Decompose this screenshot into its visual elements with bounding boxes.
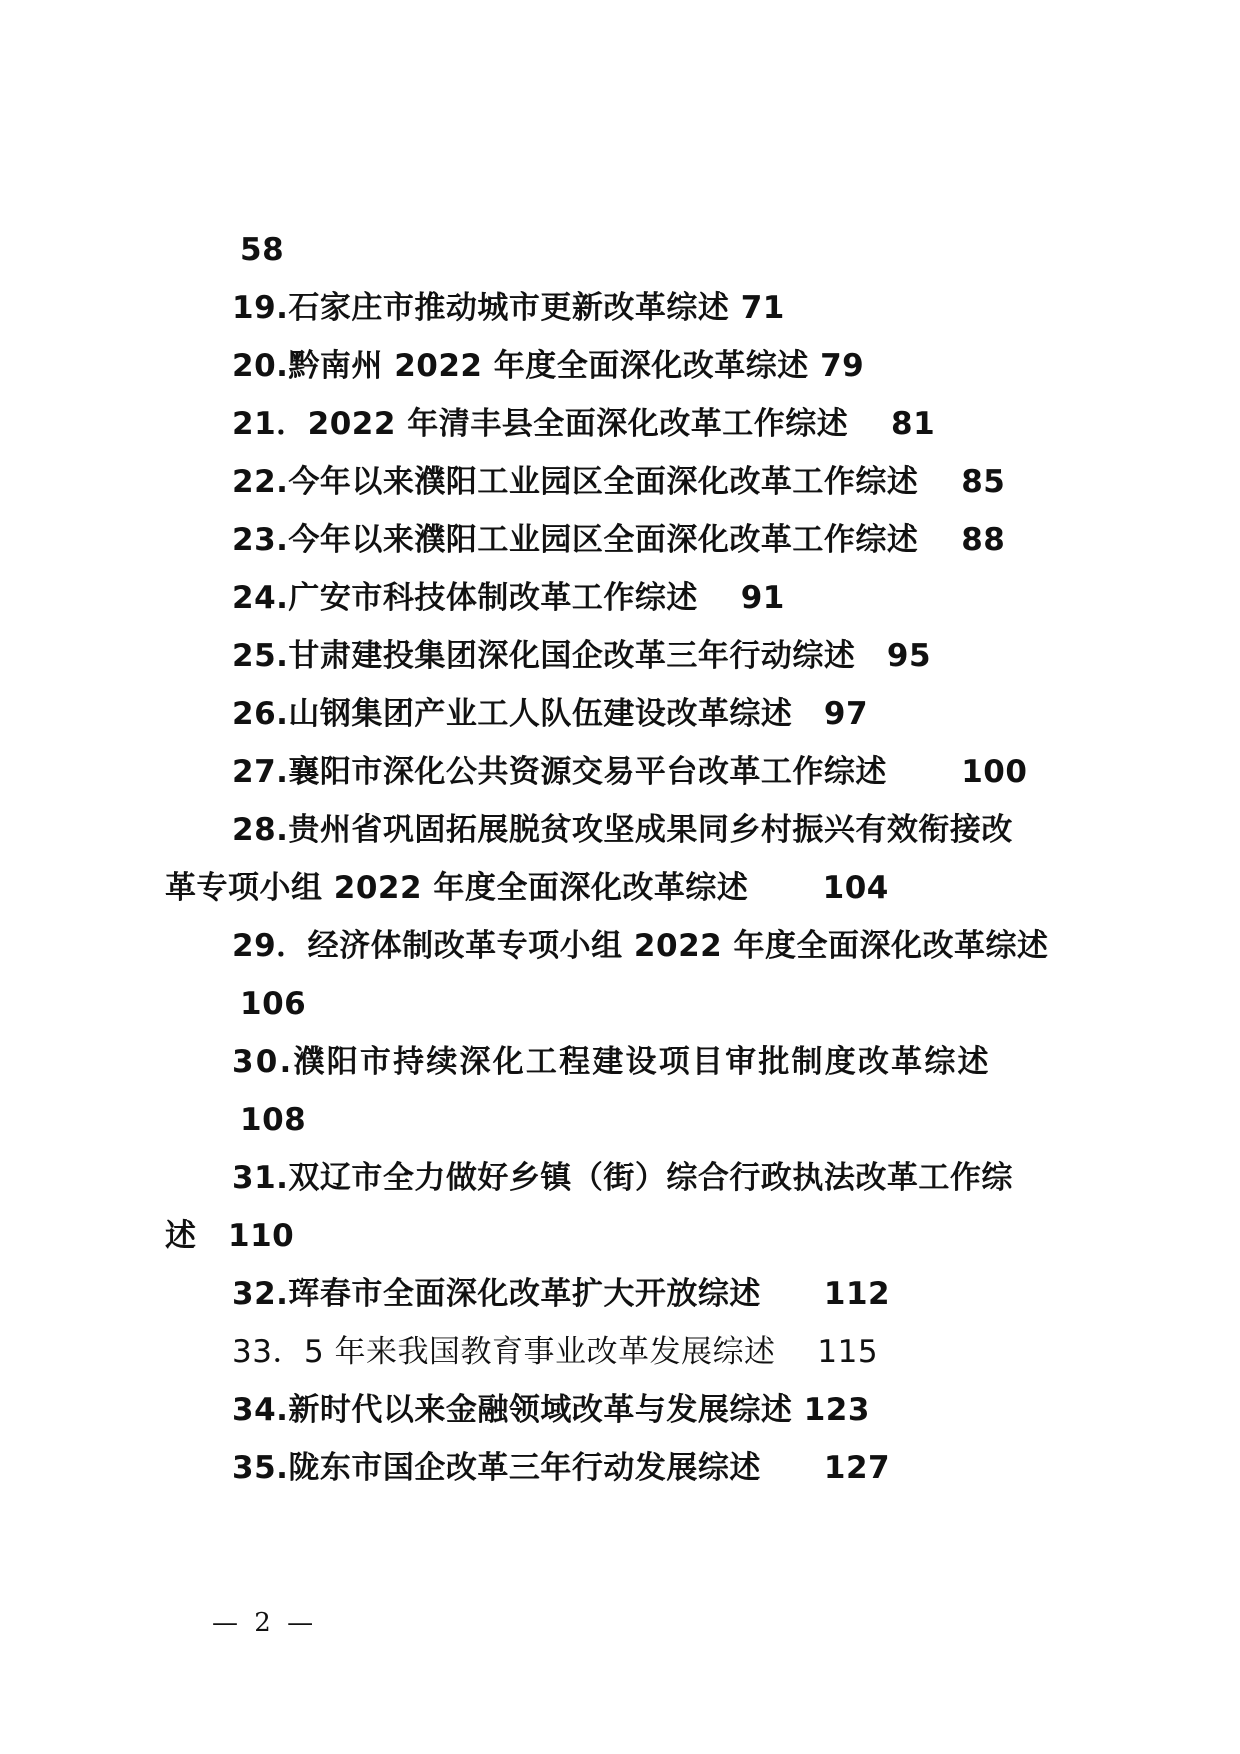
page-number: — 2 — bbox=[212, 1608, 318, 1638]
toc-line: 29．经济体制改革专项小组 2022 年度全面深化改革综述 bbox=[232, 928, 1049, 964]
toc-line: 革专项小组 2022 年度全面深化改革综述 104 bbox=[165, 870, 889, 906]
toc-line: 35.陇东市国企改革三年行动发展综述 127 bbox=[232, 1450, 891, 1486]
toc-line: 19.石家庄市推动城市更新改革综述 71 bbox=[232, 290, 785, 326]
toc-line: 34.新时代以来金融领域改革与发展综述 123 bbox=[232, 1392, 870, 1428]
toc-line: 106 bbox=[240, 986, 307, 1022]
toc-line: 28.贵州省巩固拓展脱贫攻坚成果同乡村振兴有效衔接改 bbox=[232, 812, 1013, 848]
toc-line: 24.广安市科技体制改革工作综述 91 bbox=[232, 580, 785, 616]
toc-line: 27.襄阳市深化公共资源交易平台改革工作综述 100 bbox=[232, 754, 1028, 790]
toc-line: 25.甘肃建投集团深化国企改革三年行动综述 95 bbox=[232, 638, 932, 674]
toc-line: 述 110 bbox=[165, 1218, 295, 1254]
toc-line: 108 bbox=[240, 1102, 307, 1138]
toc-line: 33．5 年来我国教育事业改革发展综述 115 bbox=[232, 1334, 879, 1370]
toc-line: 23.今年以来濮阳工业园区全面深化改革工作综述 88 bbox=[232, 522, 1006, 558]
toc-line: 26.山钢集团产业工人队伍建设改革综述 97 bbox=[232, 696, 869, 732]
toc-line: 30.濮阳市持续深化工程建设项目审批制度改革综述 bbox=[232, 1044, 991, 1080]
toc-line: 22.今年以来濮阳工业园区全面深化改革工作综述 85 bbox=[232, 464, 1006, 500]
toc-line: 32.珲春市全面深化改革扩大开放综述 112 bbox=[232, 1276, 891, 1312]
toc-line: 21．2022 年清丰县全面深化改革工作综述 81 bbox=[232, 406, 936, 442]
toc-line: 20.黔南州 2022 年度全面深化改革综述 79 bbox=[232, 348, 865, 384]
toc-line: 58 bbox=[240, 232, 285, 268]
toc-line: 31.双辽市全力做好乡镇（街）综合行政执法改革工作综 bbox=[232, 1160, 1013, 1196]
